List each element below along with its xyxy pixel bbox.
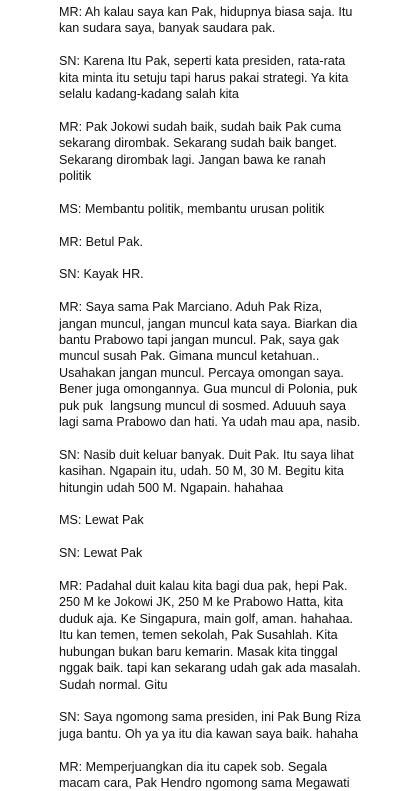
transcript-paragraph xyxy=(59,578,398,693)
transcript-line: SN: Lewat Pak xyxy=(59,545,398,561)
transcript-line: bantu Prabowo tapi jangan muncul. Pak, saya gak xyxy=(59,332,398,348)
transcript-line: MR: Pak Jokowi sudah baik, sudah baik Pak cuma xyxy=(59,119,398,135)
transcript-paragraph xyxy=(59,266,398,282)
transcript-paragraph xyxy=(59,4,398,37)
transcript-line: duduk aja. Ke Singapura, main golf, aman. hahahaa. xyxy=(59,611,398,627)
transcript-line: hubungan bukan baru kemarin. Masak kita tinggal xyxy=(59,644,398,660)
transcript-line: hitungin udah 500 M. Ngapain. hahahaa xyxy=(59,480,398,496)
transcript-line: Sekarang dirombak lagi. Jangan bawa ke ranah xyxy=(59,152,398,168)
transcript-line: selalu kadang-kadang salah kita xyxy=(59,86,398,102)
transcript-line: SN: Kayak HR. xyxy=(59,266,398,282)
transcript-line: nggak baik. tapi kan sekarang udah gak ada masalah. xyxy=(59,660,398,676)
transcript-line: Sudah normal. Gitu xyxy=(59,677,398,693)
transcript-line: puk puk langsung muncul di sosmed. Aduuuh saya xyxy=(59,398,398,414)
transcript-paragraph xyxy=(59,234,398,250)
transcript-paragraph xyxy=(59,447,398,496)
transcript-paragraph xyxy=(59,299,398,430)
transcript-line: lagi sama Prabowo dan hati. Ya udah mau apa, nasib. xyxy=(59,414,398,430)
transcript-line: SN: Saya ngomong sama presiden, ini Pak Bung Riza xyxy=(59,709,398,725)
transcript-paragraph xyxy=(59,119,398,185)
transcript-line: kita minta itu setuju tapi harus pakai strategi. Ya kita xyxy=(59,70,398,86)
transcript-paragraph xyxy=(59,53,398,102)
transcript-line: SN: Nasib duit keluar banyak. Duit Pak. Itu saya lihat xyxy=(59,447,398,463)
transcript-line: 250 M ke Jokowi JK, 250 M ke Prabowo Hatta, kita xyxy=(59,594,398,610)
transcript-line: Bener juga omongannya. Gua muncul di Polonia, puk xyxy=(59,381,398,397)
transcript-line: MS: Lewat Pak xyxy=(59,512,398,528)
transcript-line: SN: Karena Itu Pak, seperti kata presiden, rata-rata xyxy=(59,53,398,69)
transcript-line: jangan muncul, jangan muncul kata saya. Biarkan dia xyxy=(59,316,398,332)
transcript-line: MS: Membantu politik, membantu urusan politik xyxy=(59,201,398,217)
transcript-line: kan sudara saya, banyak saudara pak. xyxy=(59,20,398,36)
transcript-line: MR: Padahal duit kalau kita bagi dua pak, hepi Pak. xyxy=(59,578,398,594)
transcript-line: Usahakan jangan muncul. Percaya omongan saya. xyxy=(59,365,398,381)
transcript-paragraph xyxy=(59,545,398,561)
transcript-line: sekarang dirombak. Sekarang sudah baik banget. xyxy=(59,135,398,151)
transcript-line: muncul susah Pak. Gimana muncul ketahuan.. xyxy=(59,348,398,364)
transcript-line: kasihan. Ngapain itu, udah. 50 M, 30 M. Begitu kita xyxy=(59,463,398,479)
transcript-paragraph xyxy=(59,759,398,791)
transcript-paragraph xyxy=(59,512,398,528)
transcript-line: MR: Ah kalau saya kan Pak, hidupnya biasa saja. Itu xyxy=(59,4,398,20)
transcript-line: politik xyxy=(59,168,398,184)
transcript-line: MR: Saya sama Pak Marciano. Aduh Pak Riza, xyxy=(59,299,398,315)
transcript-paragraph xyxy=(59,709,398,742)
transcript-paragraph xyxy=(59,201,398,217)
transcript-line: Itu kan temen, temen sekolah, Pak Susahlah. Kita xyxy=(59,627,398,643)
transcript-line: juga bantu. Oh ya ya itu dia kawan saya baik. hahaha xyxy=(59,726,398,742)
transcript-line: MR: Memperjuangkan dia itu capek sob. Segala xyxy=(59,759,398,775)
transcript-line: macam cara, Pak Hendro ngomong sama Megawati xyxy=(59,775,398,791)
transcript-line: MR: Betul Pak. xyxy=(59,234,398,250)
